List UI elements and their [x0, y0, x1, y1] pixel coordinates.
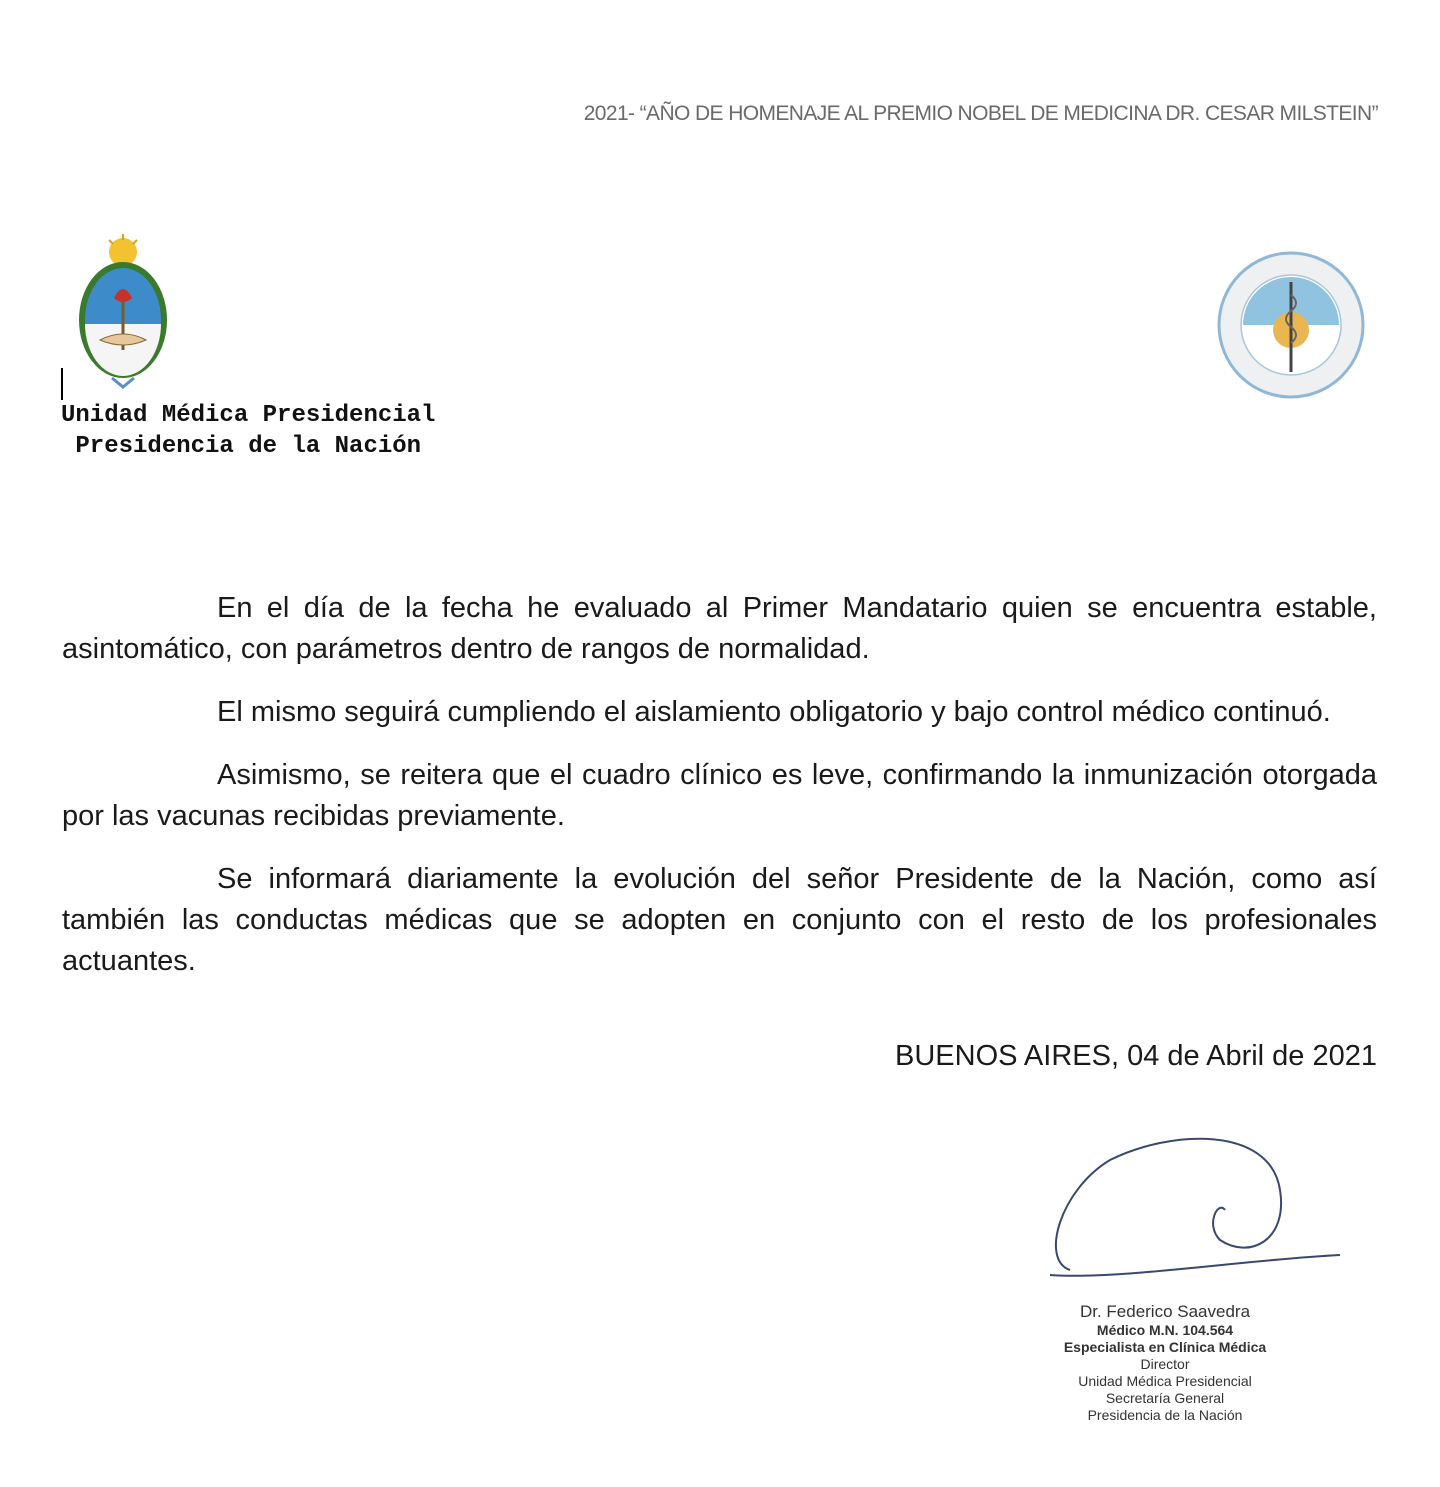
signatory-presidency: Presidencia de la Nación [1087, 1407, 1243, 1423]
paragraph: Asimismo, se reitera que el cuadro clínico es leve, confirmando la inmunización otorgada por las vacunas recibidas previamente. [62, 759, 1377, 832]
year-motto: 2021- “AÑO DE HOMENAJE AL PREMIO NOBEL DE MEDICINA DR. CESAR MILSTEIN” [583, 102, 1378, 125]
handwritten-signature [1040, 1130, 1350, 1290]
signatory-name: Dr. Federico Saavedra [1079, 1302, 1251, 1321]
signatory-block [1035, 1301, 1295, 1424]
paragraph: En el día de la fecha he evaluado al Primer Mandatario quien se encuentra estable, asintomático, con parámetros dentro de rangos de normalidad. [62, 592, 1377, 665]
sender-block [61, 400, 435, 462]
signatory-secretariat: Secretaría General [1105, 1390, 1225, 1406]
signatory-role: Director [1140, 1356, 1190, 1372]
coat-of-arms-icon [72, 232, 174, 392]
signatory-license: Médico M.N. 104.564 [1096, 1322, 1234, 1338]
place-date: BUENOS AIRES, 04 de Abril de 2021 [895, 1040, 1377, 1072]
medical-unit-seal-icon [1216, 250, 1366, 400]
signatory-unit: Unidad Médica Presidencial [1078, 1373, 1252, 1389]
paragraph: El mismo seguirá cumpliendo el aislamiento obligatorio y bajo control médico continuó. [217, 696, 1331, 728]
letter-body [62, 588, 1377, 1004]
text-cursor [61, 368, 63, 400]
paragraph: Se informará diariamente la evolución del señor Presidente de la Nación, como así también las conductas médicas que se adopten en conjunto con el resto de los profesionales actuantes. [62, 863, 1377, 977]
sender-line-unit: Unidad Médica Presidencial [61, 402, 436, 429]
signatory-specialty: Especialista en Clínica Médica [1063, 1339, 1267, 1355]
sender-line-presidency: Presidencia de la Nación [61, 433, 422, 460]
